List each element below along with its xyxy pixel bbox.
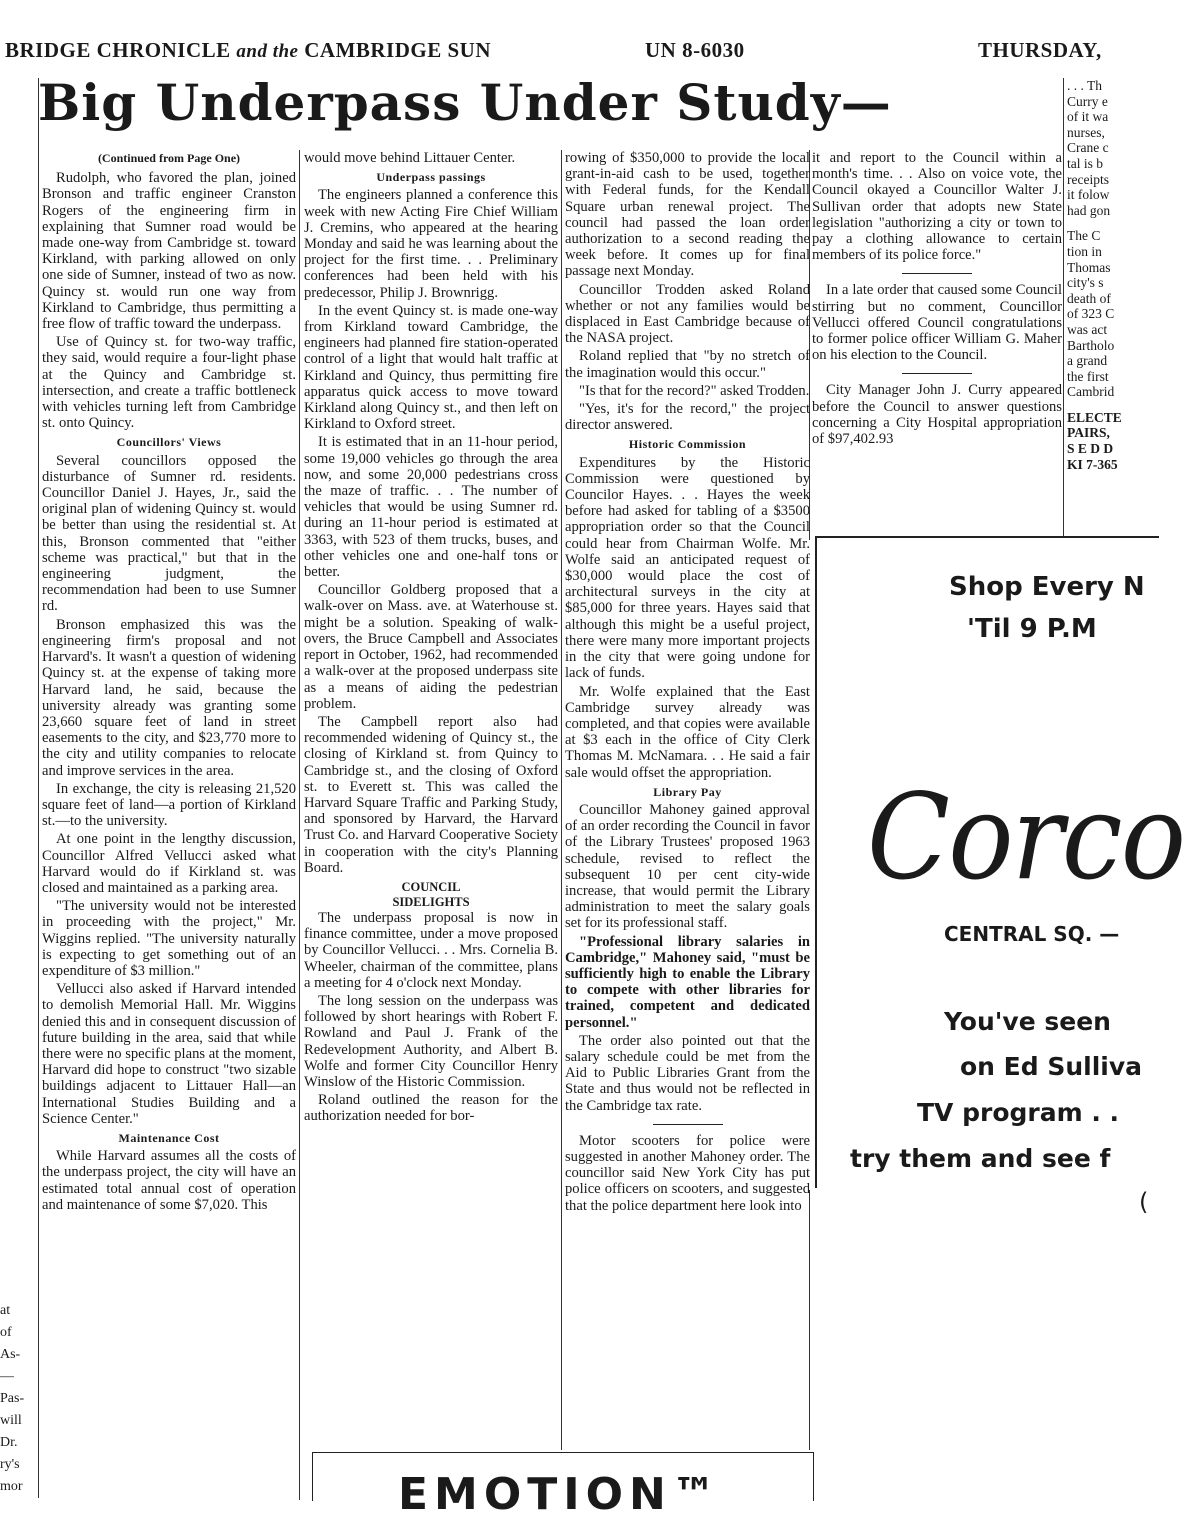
column-rule [38,78,39,1498]
paragraph: Councillor Trodden asked Roland whether or not any families would be displaced in East Cambridge because of the NASA project. [565,281,810,347]
paragraph: rowing of $350,000 to provide the local grant-in-aid cash to be used, together with Federal funds, for the Kendall Square urban renewal project. The council had passed the loan order authorization to a second reading the week before. It comes up for final passage next Monday. [565,150,810,280]
divider [653,1124,723,1125]
article-column-4 [812,150,1062,449]
bottom-ad-text: EMOTION™ [398,1469,722,1520]
masthead-phone: UN 8-6030 [645,38,745,62]
masthead-day: THURSDAY, [978,38,1102,62]
article-column-1 [42,150,296,1215]
paragraph: Mr. Wolfe explained that the East Cambridge survey already was completed, and that copies were available at $3 each in the office of City Clerk Thomas M. McNamara. . . He said a fair sale would offset the appropriation. [565,683,810,781]
text-line: Bartholo [1067,337,1115,353]
ad-line: TV program . . [917,1098,1120,1127]
divider [902,373,972,374]
masthead [0,38,1157,78]
text-line: S E D D [1067,441,1114,457]
paragraph: Rudolph, who favored the plan, joined Bronson and traffic engineer Cranston Rogers of the engineering firm in explaining that Sumner road would be made one-way from Cambridge st. toward Kirkland, with parking allowed on only one side of Sumner, instead of two as now. Quincy st. would run one way from Kirkland to Cambridge, thus permitting a free flow of traffic toward the underpass. [42,170,296,333]
subhead: COUNCIL [401,879,461,894]
text-line: Pas- [0,1391,25,1406]
ad-line: You've seen [944,1007,1111,1036]
text-line: ry's [0,1457,20,1472]
text-line: at [0,1303,11,1318]
ad-line: try them and see f [850,1144,1111,1173]
paragraph: At one point in the lengthy discussion, Councillor Alfred Vellucci asked what Harvard would do if Kirkland st. was closed and maintained as a parking area. [42,831,296,896]
subhead: Library Pay [653,784,722,799]
subhead: Underpass passings [376,170,486,185]
text-line: tal is b [1067,155,1103,171]
paragraph: Vellucci also asked if Harvard intended to demolish Memorial Hall. Mr. Wiggins denied this and in consequent discussion of future building in the area, said that while there were no specific plans at the moment, Harvard did hope to construct "two sizable buildings adjacent to Littauer Hall—an International Studies Building and a Science Center." [42,981,296,1127]
text-line: the first [1067,368,1109,384]
text-line: . . . Th [1067,78,1103,93]
divider [902,273,972,274]
text-line: ELECTE [1067,409,1122,425]
ad-line: ( [1139,1188,1149,1216]
text-line: — [0,1369,14,1384]
paragraph: it and report to the Council within a month's time. . . Also on voice vote, the Council okayed a Councillor Walter J. Sullivan order that adopts new State legislation "authorizing a city or town to pay a clothing allowance to certain members of its police force." [812,150,1062,264]
text-line: of [0,1325,12,1340]
paragraph: "Is that for the record?" asked Trodden. [579,382,810,399]
text-line: Dr. [0,1435,18,1450]
ad-script-logo: Corco [867,768,1184,906]
paragraph: Use of Quincy st. for two-way traffic, they said, would require a four-light phase at the Quincy and Cambridge st. intersection, and create a traffic bottleneck with vehicles turning left from Cambridge st. onto Quincy. [42,334,296,432]
paragraph: would move behind Littauer Center. [304,150,516,166]
headline: Big Underpass Under Study— [38,73,892,132]
text-line: tion in [1067,243,1102,259]
advertisement [815,536,1184,1216]
column-rule [561,150,562,1450]
text-line: PAIRS, [1067,425,1110,441]
text-line: Curry e [1067,93,1108,109]
text-line: mor [0,1479,23,1494]
text-line: death of [1067,290,1111,306]
paragraph: It is estimated that in an 11-hour period, some 19,000 vehicles go through the area now, and some 20,000 pedestrians cross the maze of traffic. . . The number of vehicles that would be using Sumner rd. during an 11-hour period is estimated at 3363, with 523 of them trucks, buses, and other vehicles one and one-half tons or better. [304,434,558,581]
text-line: a grand [1067,353,1108,369]
text-line: The C [1067,228,1101,244]
paragraph: The Campbell report also had recommended widening of Quincy st., the closing of Kirkland st. from Quincy to Cambridge st., and the closing of Oxford st. to Everett st. This was called the Harvard Square Traffic and Parking Study, and sponsored by Harvard, the Harvard Trust Co. and Harvard Cooperative Society in cooperation with the city's Planning Board. [304,713,558,876]
text-line: of 323 C [1067,306,1115,322]
subhead: Councillors' Views [116,435,222,450]
ad-line: 'Til 9 P.M [967,614,1097,644]
subhead: Historic Commission [628,437,747,452]
text-line: it folow [1067,187,1110,203]
text-line: Cambrid [1067,384,1115,400]
column-rule [299,150,300,1500]
paragraph: City Manager John J. Curry appeared before the Council to answer questions concerning a City Hospital appropriation of $97,402.93 [812,382,1062,448]
paragraph: The underpass proposal is now in finance committee, under a move proposed by Councillor Vellucci. . . Mrs. Cornelia B. Wheeler, chairman of the committee, plans a meeting for 4 o'clock next Monday. [304,909,558,991]
ad-line: Shop Every N [949,572,1145,602]
text-line: receipts [1067,171,1109,187]
paragraph: The engineers planned a conference this week with new Acting Fire Chief William J. Cremins, who appeared at the hearing Monday and said he was learning about the project for the first time. . . Preliminary conferences had been held with his predecessor, Philip J. Brownrigg. [304,187,558,301]
paragraph: Roland replied that "by no stretch of the imagination would this occur." [565,348,810,381]
text-line: As- [0,1347,21,1362]
ad-line: CENTRAL SQ. — [944,922,1120,946]
ad-line: on Ed Sulliva [960,1052,1143,1081]
subhead: Maintenance Cost [118,1130,220,1145]
paragraph: Councillor Goldberg proposed that a walk-over on Mass. ave. at Waterhouse st. might be a solution. Speaking of walk-overs, the Bruce Campbell and Associates report in October, 1962, had recommended a walk-over at the proposed underpass site as a means of aiding the pedestrian problem. [304,582,558,712]
paragraph: In exchange, the city is releasing 21,520 square feet of land—a portion of Kirkland st.—to the university. [42,780,296,830]
paragraph: Roland outlined the reason for the authorization needed for bor- [304,1092,558,1125]
bottom-advertisement [312,1452,814,1520]
paragraph: Councillor Mahoney gained approval of an order recording the Council in favor of the Library Trustees' proposed 1963 schedule, revised to reflect the subsequent 10 per cent city-wide increase, that would permit the Library administration to meet the salary goals set for its professional staff. [565,801,810,932]
text-line: Crane c [1067,140,1109,156]
paragraph: The long session on the underpass was followed by short hearings with Robert F. Rowland and Paul J. Frank of the Redevelopment Authority, and Albert B. Wolfe and former City Councillor Henry Winslow of the Historic Commission. [304,992,558,1090]
text-line: KI 7-365 [1067,456,1118,472]
paragraph: "Yes, it's for the record," the project director answered. [565,401,810,434]
paragraph: Motor scooters for police were suggested in another Mahoney order. The councillor said New York City has put police officers on scooters, and suggested that the police department here look into [565,1132,810,1214]
text-line: Thomas [1067,259,1111,275]
column-rule [809,1190,810,1450]
paragraph: In the event Quincy st. is made one-way from Kirkland toward Cambridge, the engineers had planned fire station-operated control of a light that would halt traffic at Kirkland and Quincy, thus permitting fire apparatus quick access to move toward Kirkland along Quincy st., and then left on Kirkland to Oxford street. [304,302,558,433]
right-edge-column [1067,78,1157,472]
text-line: had gon [1067,202,1111,218]
column-rule [1063,78,1064,538]
article-column-3 [565,150,810,1216]
paragraph: Bronson emphasized this was the engineering firm's proposal and not Harvard's. It wasn't a question of widening Quincy st. at the expense of taking more Harvard land, he said, because the university already was granting some 23,660 square feet of land in street easements to the city, and $23,770 more to the city and utility companies to relocate and improve services in the area. [42,616,296,779]
text-line: was act [1067,321,1108,337]
subhead: SIDELIGHTS [392,894,470,909]
paragraph: While Harvard assumes all the costs of the underpass project, the city will have an estimated total annual cost of operation and maintenance of some $7,020. This [42,1148,296,1213]
article-column-2 [304,150,558,1127]
paper-name: BRIDGE CHRONICLE and the CAMBRIDGE SUN [5,38,491,62]
paragraph: Several councillors opposed the disturbance of Sumner rd. residents. Councillor Daniel J. Hayes, Jr., said the original plan of widening Quincy st. would be better than using the residential st. At this, Bronson commented that "either scheme was practical," but that in the engineering judgment, the recommendation had been to use Sumner rd. [42,452,296,615]
text-line: nurses, [1067,124,1105,140]
left-edge-column [0,1300,38,1498]
paragraph: "Professional library salaries in Cambridge," Mahoney said, "must be sufficiently high to enable the Library to compete with other libraries for trained, competent and dedicated personnel." [565,933,810,1031]
text-line: of it wa [1067,109,1109,125]
text-line: will [0,1413,22,1428]
paragraph: In a late order that caused some Council stirring but no comment, Councillor Vellucci offered Council congratulations to former police officer William G. Maher on his election to the Council. [812,282,1062,364]
paragraph: "The university would not be interested in proceeding with the project," Mr. Wiggins replied. "The university naturally is expecting to get something out of an expenditure of $3 million." [42,898,296,979]
continued-note: (Continued from Page One) [97,151,241,165]
paragraph: Expenditures by the Historic Commission were questioned by Councilor Hayes. . . Hayes the week before had asked for tabling of a $3500 appropriation order so that the Council could hear from Chairman Wolfe. Mr. Wolfe said an anticipated request of $30,000 would place the cost of architectural surveys in the city at $85,000 for three years. Hayes said that although this might be a useful project, there were many more important projects in the city that were going undone for lack of funds. [565,454,810,682]
paragraph: The order also pointed out that the salary schedule could be met from the Aid to Public Libraries Grant from the State and thus would not be reflected in the Cambridge tax rate. [565,1032,810,1114]
text-line: city's s [1067,275,1104,291]
